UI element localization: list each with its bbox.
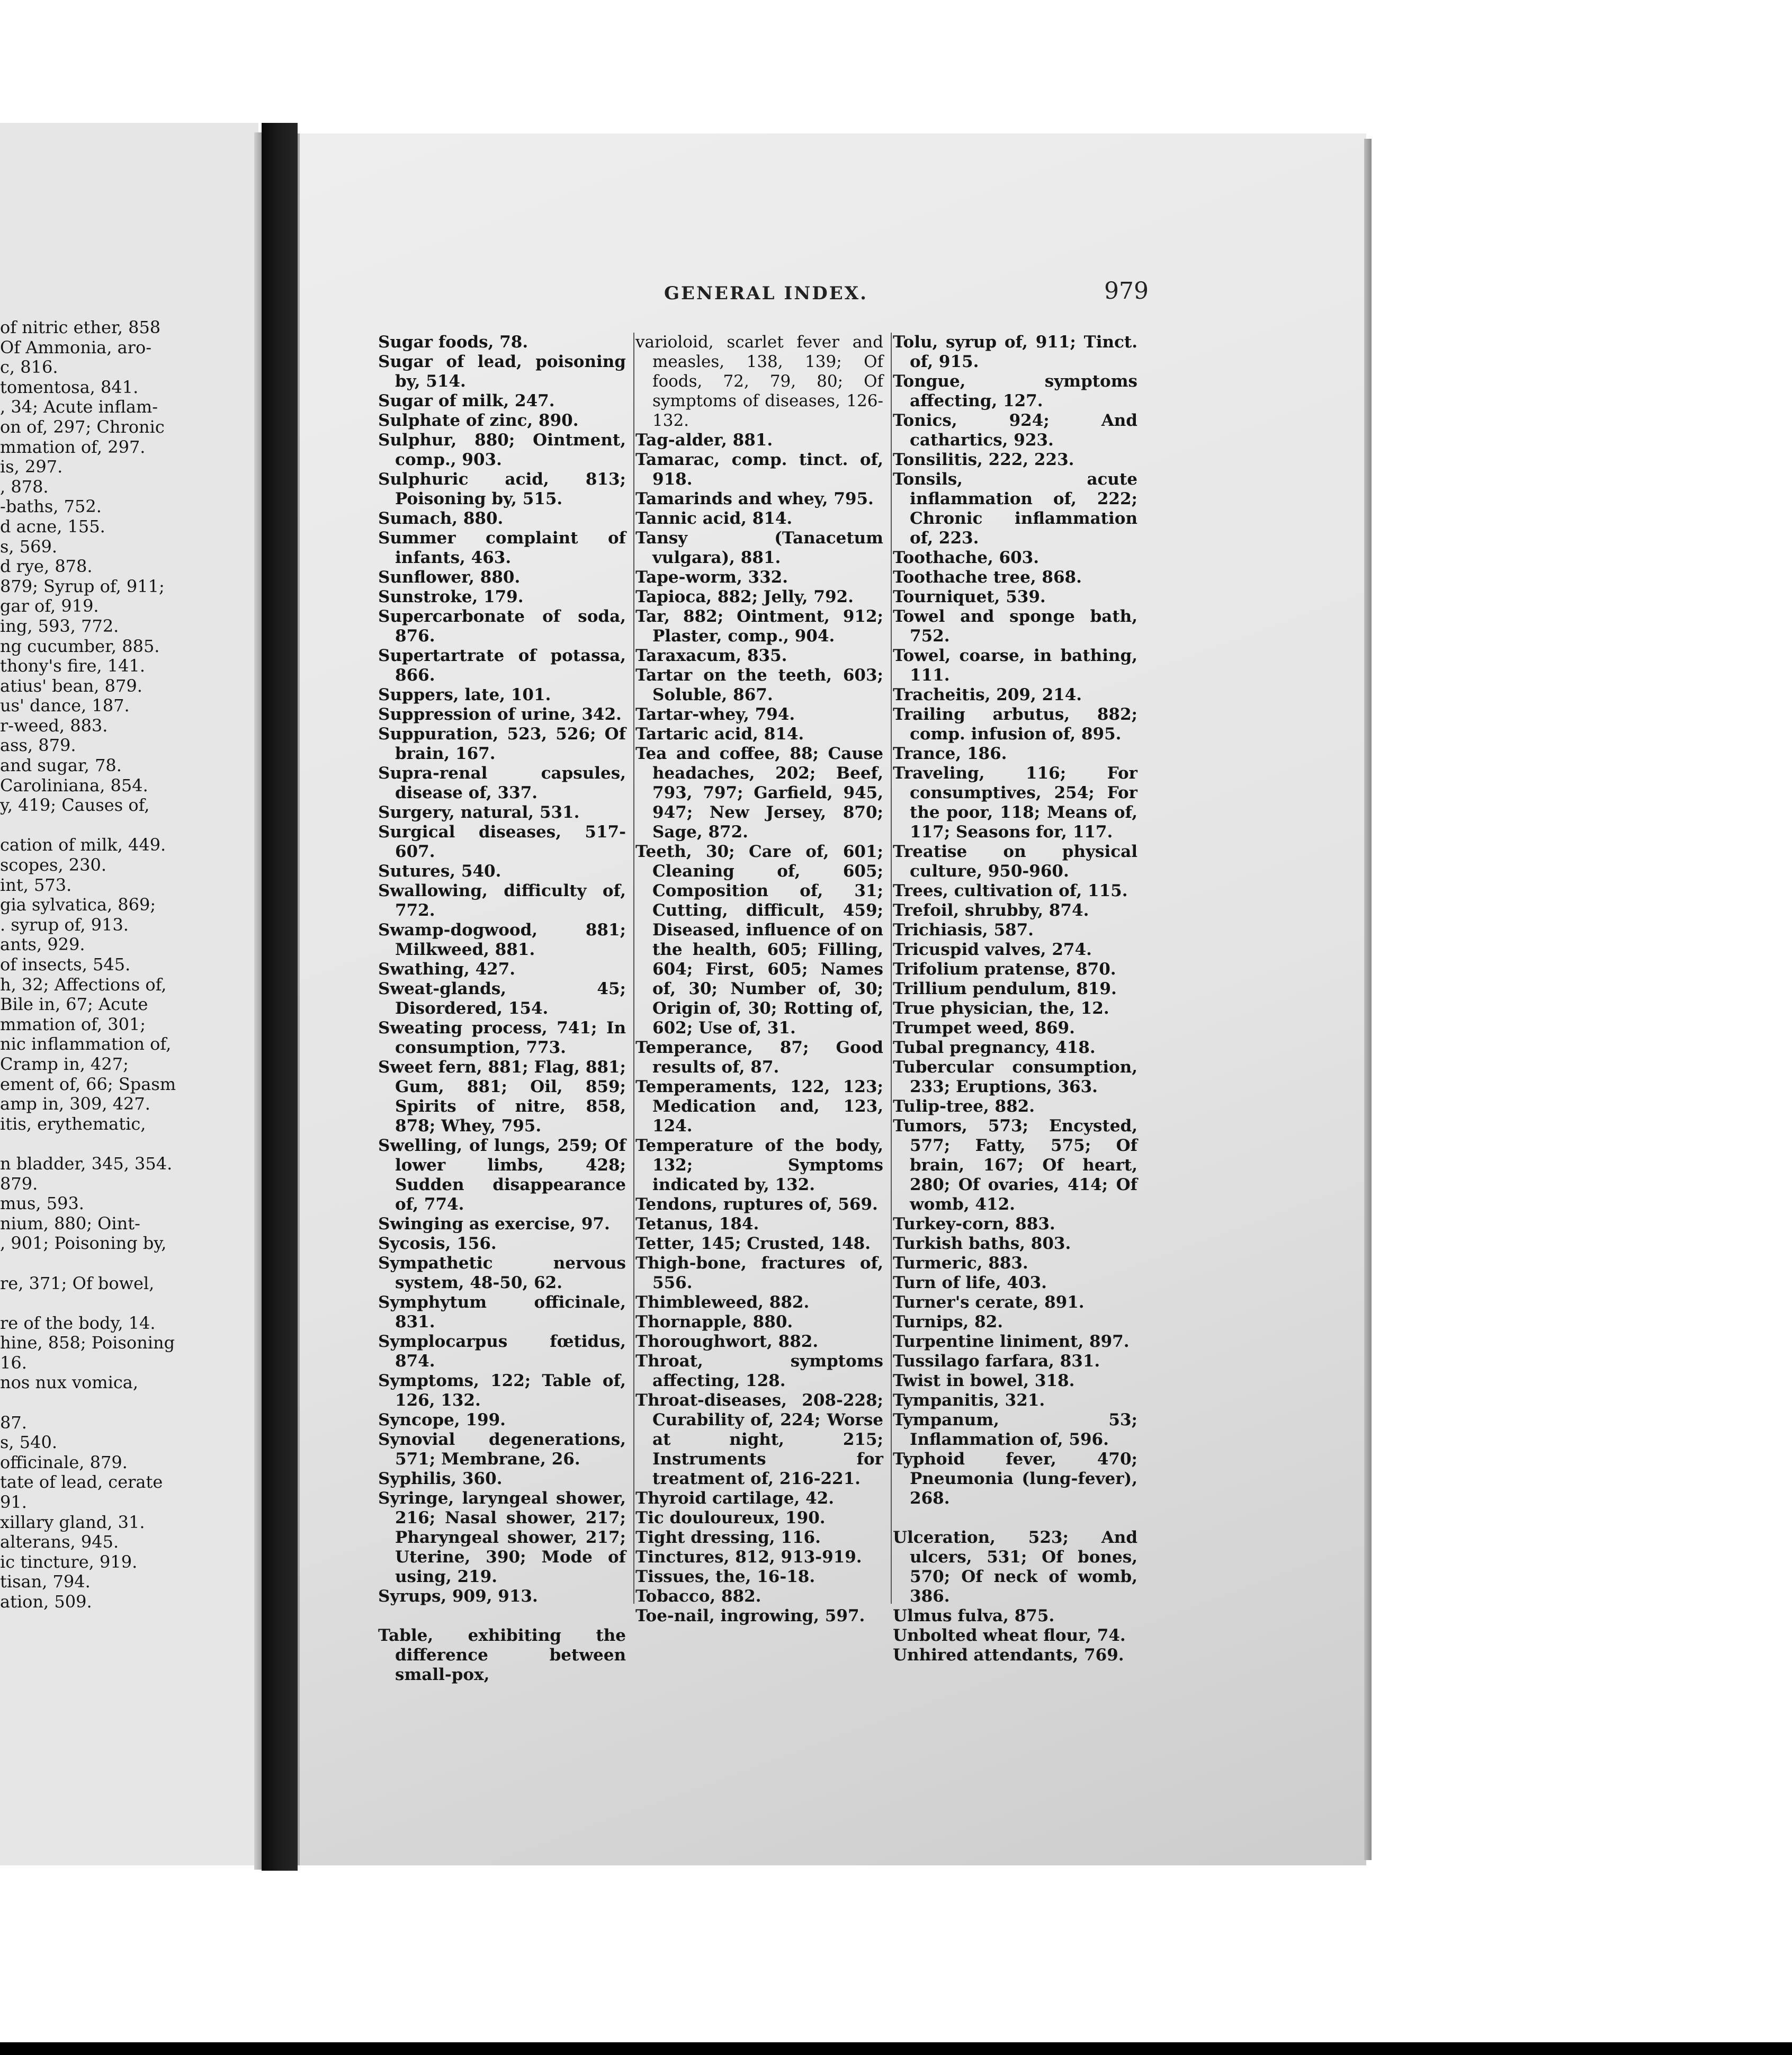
index-entry: Thyroid cartilage, 42. xyxy=(635,1489,835,1508)
index-entry: Sutures, 540. xyxy=(378,862,501,881)
left-page-line: ic tincture, 919. xyxy=(0,1551,138,1572)
index-entry: Syringe, laryngeal shower, 216; Nasal shower, 217; Pharyngeal shower, 217; Uterine, 390; Mode of using, 219. xyxy=(378,1489,626,1586)
index-entry: Tonsils, acute inflammation of, 222; Chronic inflammation of, 223. xyxy=(893,470,1137,548)
index-entry: Turnips, 82. xyxy=(893,1312,1003,1332)
page-number: 979 xyxy=(1104,278,1149,305)
index-entry: Tympanum, 53; Inflammation of, 596. xyxy=(893,1410,1137,1449)
index-column-3 xyxy=(893,333,1137,1665)
left-page-line: r-weed, 883. xyxy=(0,715,108,736)
index-entry: Tamarinds and whey, 795. xyxy=(635,489,874,508)
index-entry: Towel and sponge bath, 752. xyxy=(893,607,1137,646)
index-entry: Tobacco, 882. xyxy=(635,1587,761,1606)
index-entry: Thigh-bone, fractures of, 556. xyxy=(635,1254,883,1292)
index-entry: Throat-diseases, 208-228; Curability of, 224; Worse at night, 215; Instruments for treatment of, 216-221. xyxy=(635,1391,883,1488)
index-entry: Swelling, of lungs, 259; Of lower limbs, 428; Sudden disappearance of, 774. xyxy=(378,1136,626,1214)
left-page-line: of insects, 545. xyxy=(0,954,131,975)
index-entry: Trifolium pratense, 870. xyxy=(893,960,1116,979)
index-entry: Tight dressing, 116. xyxy=(635,1528,821,1547)
index-entry: Tubal pregnancy, 418. xyxy=(893,1038,1096,1057)
index-entry: Suppuration, 523, 526; Of brain, 167. xyxy=(378,725,626,763)
left-page-line: Bile in, 67; Acute xyxy=(0,994,148,1015)
index-entry: Swamp-dogwood, 881; Milkweed, 881. xyxy=(378,921,626,959)
index-entry: Tansy (Tanacetum vulgara), 881. xyxy=(635,529,883,567)
left-page-line: d acne, 155. xyxy=(0,516,105,537)
left-page-line: 879; Syrup of, 911; xyxy=(0,576,165,596)
index-entry: Thornapple, 880. xyxy=(635,1312,793,1332)
index-entry: Tetter, 145; Crusted, 148. xyxy=(635,1234,871,1253)
left-page-line: scopes, 230. xyxy=(0,855,107,875)
left-page-line: amp in, 309, 427. xyxy=(0,1094,150,1114)
index-entry: Tonics, 924; And cathartics, 923. xyxy=(893,411,1137,450)
left-page-line: s, 569. xyxy=(0,536,58,557)
index-entry: Trefoil, shrubby, 874. xyxy=(893,901,1089,920)
running-head: GENERAL INDEX. xyxy=(664,283,868,304)
index-entry: Suppers, late, 101. xyxy=(378,685,551,704)
index-entry: Sugar of milk, 247. xyxy=(378,391,555,410)
index-entry: Treatise on physical culture, 950-960. xyxy=(893,842,1137,881)
index-entry: Typhoid fever, 470; Pneumonia (lung-fever), 268. xyxy=(893,1450,1137,1508)
left-page-line: mmation of, 297. xyxy=(0,436,146,457)
left-page-line: xillary gland, 31. xyxy=(0,1512,145,1532)
left-page-line: 16. xyxy=(0,1352,27,1373)
index-entry: Trees, cultivation of, 115. xyxy=(893,881,1128,900)
index-entry: Tapioca, 882; Jelly, 792. xyxy=(635,587,854,606)
left-page-line: 879. xyxy=(0,1173,38,1194)
left-page-line: us' dance, 187. xyxy=(0,695,130,716)
index-entry: Tetanus, 184. xyxy=(635,1214,759,1234)
left-page-line: re, 371; Of bowel, xyxy=(0,1273,155,1293)
left-page-line: ng cucumber, 885. xyxy=(0,636,160,656)
index-entry: Trichiasis, 587. xyxy=(893,921,1034,940)
index-entry: Tartar-whey, 794. xyxy=(635,705,795,724)
index-entry: Sugar of lead, poisoning by, 514. xyxy=(378,352,626,391)
left-page-line: 91. xyxy=(0,1492,27,1513)
left-page-line: gia sylvatica, 869; xyxy=(0,895,156,915)
left-page-text xyxy=(0,318,249,1612)
index-entry: Symplocarpus fœtidus, 874. xyxy=(378,1332,626,1371)
index-column-1 xyxy=(378,333,626,1685)
index-entry: Surgery, natural, 531. xyxy=(378,803,580,822)
left-page-line: s, 540. xyxy=(0,1432,58,1453)
left-page-line: cation of milk, 449. xyxy=(0,835,166,855)
index-entry: Symphytum officinale, 831. xyxy=(378,1293,626,1332)
index-entry: Tussilago farfara, 831. xyxy=(893,1352,1100,1371)
right-page-edge xyxy=(1364,139,1372,1860)
left-page-line: Caroliniana, 854. xyxy=(0,775,148,796)
left-page-line: y, 419; Causes of, xyxy=(0,795,150,816)
index-entry: Tumors, 573; Encysted, 577; Fatty, 575; Of brain, 167; Of heart, 280; Of ovaries, 414; Of womb, 412. xyxy=(893,1116,1137,1214)
left-page-line: d rye, 878. xyxy=(0,556,93,577)
index-entry: Syphilis, 360. xyxy=(378,1469,503,1488)
left-page-line: nium, 880; Oint- xyxy=(0,1213,140,1234)
left-page-line: , 878. xyxy=(0,476,49,497)
index-entry: Tulip-tree, 882. xyxy=(893,1097,1035,1116)
index-entry: Sumach, 880. xyxy=(378,509,504,528)
index-entry: Sugar foods, 78. xyxy=(378,333,528,352)
left-page-line: ants, 929. xyxy=(0,934,85,955)
index-entry: Tape-worm, 332. xyxy=(635,568,789,587)
index-entry: Taraxacum, 835. xyxy=(635,646,787,665)
index-entry: Sweating process, 741; In consumption, 773. xyxy=(378,1018,626,1057)
index-entry: Ulceration, 523; And ulcers, 531; Of bones, 570; Of neck of womb, 386. xyxy=(893,1528,1137,1606)
index-entry: Towel, coarse, in bathing, 111. xyxy=(893,646,1137,685)
index-entry: Tartaric acid, 814. xyxy=(635,725,804,744)
index-entry: Sulphur, 880; Ointment, comp., 903. xyxy=(378,431,626,469)
index-entry: Temperaments, 122, 123; Medication and, 123, 124. xyxy=(635,1077,883,1136)
scan-border xyxy=(0,2042,1792,2055)
index-entry: Summer complaint of infants, 463. xyxy=(378,529,626,567)
index-entry: Turkish baths, 803. xyxy=(893,1234,1071,1253)
index-entry: Thimbleweed, 882. xyxy=(635,1293,810,1312)
left-page-line: tate of lead, cerate xyxy=(0,1472,163,1493)
index-entry: Thoroughwort, 882. xyxy=(635,1332,819,1351)
index-entry: Symptoms, 122; Table of, 126, 132. xyxy=(378,1371,626,1410)
index-entry: Table, exhibiting the difference between small-pox, xyxy=(378,1626,626,1684)
index-entry: Unbolted wheat flour, 74. xyxy=(893,1626,1126,1645)
index-entry: Tympanitis, 321. xyxy=(893,1391,1045,1410)
index-entry: Tannic acid, 814. xyxy=(635,509,793,528)
index-entry: Tar, 882; Ointment, 912; Plaster, comp., 904. xyxy=(635,607,883,646)
index-entry: Turkey-corn, 883. xyxy=(893,1214,1055,1234)
left-page-line: h, 32; Affections of, xyxy=(0,974,167,995)
index-entry: Temperature of the body, 132; Symptoms indicated by, 132. xyxy=(635,1136,883,1194)
index-entry: Tracheitis, 209, 214. xyxy=(893,685,1082,704)
index-entry: Tongue, symptoms affecting, 127. xyxy=(893,372,1137,410)
left-page-line: c, 816. xyxy=(0,357,58,378)
book-spine xyxy=(262,123,298,1871)
index-entry: Throat, symptoms affecting, 128. xyxy=(635,1352,883,1390)
index-entry: Sympathetic nervous system, 48-50, 62. xyxy=(378,1254,626,1292)
index-entry: Synovial degenerations, 571; Membrane, 26. xyxy=(378,1430,626,1469)
left-page-line: , 901; Poisoning by, xyxy=(0,1233,167,1254)
left-page-line: 87. xyxy=(0,1412,27,1433)
index-entry: Tourniquet, 539. xyxy=(893,587,1046,606)
index-entry: True physician, the, 12. xyxy=(893,999,1109,1018)
left-page-line: Cramp in, 427; xyxy=(0,1053,129,1074)
index-entry: Supercarbonate of soda, 876. xyxy=(378,607,626,646)
left-page-line: tomentosa, 841. xyxy=(0,377,139,397)
left-page-line: is, 297. xyxy=(0,457,63,477)
left-page-line: ass, 879. xyxy=(0,735,76,756)
index-entry: Tonsilitis, 222, 223. xyxy=(893,450,1074,469)
left-page-line: . syrup of, 913. xyxy=(0,914,129,935)
index-entry: Temperance, 87; Good results of, 87. xyxy=(635,1038,883,1077)
index-entry: Tic douloureux, 190. xyxy=(635,1508,826,1527)
column-rule xyxy=(891,333,892,1604)
index-entry: Sweat-glands, 45; Disordered, 154. xyxy=(378,979,626,1018)
index-entry: Sunflower, 880. xyxy=(378,568,521,587)
index-entry: Sulphate of zinc, 890. xyxy=(378,411,579,430)
left-page-line: nic inflammation of, xyxy=(0,1034,172,1055)
index-entry: Tubercular consumption, 233; Eruptions, 363. xyxy=(893,1058,1137,1096)
column-rule xyxy=(633,333,634,1604)
index-entry: Suppression of urine, 342. xyxy=(378,705,622,724)
left-page-line xyxy=(0,1293,249,1314)
index-entry: Trillium pendulum, 819. xyxy=(893,979,1117,998)
index-entry: Unhired attendants, 769. xyxy=(893,1646,1124,1665)
index-entry: Tea and coffee, 88; Cause headaches, 202; Beef, 793, 797; Garfield, 945, 947; New Jersey, 870; Sage, 872. xyxy=(635,744,883,842)
left-page-line xyxy=(0,1134,249,1154)
left-page-line: tisan, 794. xyxy=(0,1571,91,1592)
left-page-line: mus, 593. xyxy=(0,1193,84,1214)
index-entry: Turmeric, 883. xyxy=(893,1254,1028,1273)
index-entry: Sulphuric acid, 813; Poisoning by, 515. xyxy=(378,470,626,508)
index-entry: Toothache, 603. xyxy=(893,548,1040,567)
index-entry: Syncope, 199. xyxy=(378,1410,506,1429)
left-page-line: on of, 297; Chronic xyxy=(0,416,165,437)
index-entry: Swinging as exercise, 97. xyxy=(378,1214,610,1234)
index-entry: varioloid, scarlet fever and measles, 138, 139; Of foods, 72, 79, 80; Of symptoms of diseases, 126-132. xyxy=(635,333,883,430)
index-entry: Supertartrate of potassa, 866. xyxy=(378,646,626,685)
left-page-line: mmation of, 301; xyxy=(0,1014,146,1034)
index-column-2 xyxy=(635,333,883,1626)
left-page-line xyxy=(0,1254,249,1274)
left-page-line: Of Ammonia, aro- xyxy=(0,337,152,358)
index-entry: Tartar on the teeth, 603; Soluble, 867. xyxy=(635,666,883,704)
index-entry: Syrups, 909, 913. xyxy=(378,1587,538,1606)
left-page-line: thony's fire, 141. xyxy=(0,656,145,676)
index-entry: Tamarac, comp. tinct. of, 918. xyxy=(635,450,883,489)
index-entry: Turner's cerate, 891. xyxy=(893,1293,1085,1312)
left-page-line: ation, 509. xyxy=(0,1592,92,1612)
index-entry: Tendons, ruptures of, 569. xyxy=(635,1195,878,1214)
left-page-line: officinale, 879. xyxy=(0,1452,128,1472)
index-entry: Swallowing, difficulty of, 772. xyxy=(378,881,626,920)
left-page-line: re of the body, 14. xyxy=(0,1312,156,1333)
left-page-line: itis, erythematic, xyxy=(0,1113,146,1134)
left-page xyxy=(0,123,258,1865)
left-page-line: -baths, 752. xyxy=(0,496,102,517)
index-entry: Toe-nail, ingrowing, 597. xyxy=(635,1606,865,1625)
left-page-line: alterans, 945. xyxy=(0,1532,119,1552)
index-entry: Turpentine liniment, 897. xyxy=(893,1332,1130,1351)
index-entry: Twist in bowel, 318. xyxy=(893,1371,1075,1390)
index-entry: Ulmus fulva, 875. xyxy=(893,1606,1055,1625)
index-entry: Trumpet weed, 869. xyxy=(893,1018,1075,1038)
index-entry: Sycosis, 156. xyxy=(378,1234,497,1253)
left-page-line: ement of, 66; Spasm xyxy=(0,1074,176,1094)
index-entry: Trailing arbutus, 882; comp. infusion of, 895. xyxy=(893,705,1137,744)
index-entry: Trance, 186. xyxy=(893,744,1007,763)
index-entry: Tolu, syrup of, 911; Tinct. of, 915. xyxy=(893,333,1137,371)
index-entry: Surgical diseases, 517-607. xyxy=(378,823,626,861)
index-entry: Traveling, 116; For consumptives, 254; For the poor, 118; Means of, 117; Seasons for, 117. xyxy=(893,764,1137,842)
index-entry: Tissues, the, 16-18. xyxy=(635,1567,816,1586)
index-entry: Teeth, 30; Care of, 601; Cleaning of, 605; Composition of, 31; Cutting, difficult, 459; Diseased, influence of on the health, 605; Filling, 604; First, 605; Names of, 30; Number of, 30; Origin of, 30; Rotting of, 602; Use of, 31. xyxy=(635,842,883,1038)
index-entry: Swathing, 427. xyxy=(378,960,516,979)
left-page-line: atius' bean, 879. xyxy=(0,675,142,696)
left-page-line: gar of, 919. xyxy=(0,596,99,616)
left-page-line: nos nux vomica, xyxy=(0,1372,138,1393)
index-entry: Tricuspid valves, 274. xyxy=(893,940,1092,959)
index-entry: Tag-alder, 881. xyxy=(635,431,773,450)
left-page-line: hine, 858; Poisoning xyxy=(0,1333,175,1353)
index-entry: Turn of life, 403. xyxy=(893,1273,1047,1292)
index-entry: Toothache tree, 868. xyxy=(893,568,1082,587)
index-entry: Tinctures, 812, 913-919. xyxy=(635,1548,862,1567)
left-page-line: of nitric ether, 858 xyxy=(0,318,161,337)
left-page-line: ing, 593, 772. xyxy=(0,615,119,636)
left-page-line: and sugar, 78. xyxy=(0,755,122,776)
left-page-line xyxy=(0,1393,249,1413)
index-entry: Sweet fern, 881; Flag, 881; Gum, 881; Oil, 859; Spirits of nitre, 858, 878; Whey, 795. xyxy=(378,1058,626,1136)
index-entry: Supra-renal capsules, disease of, 337. xyxy=(378,764,626,802)
left-page-line xyxy=(0,816,249,836)
left-page-line: int, 573. xyxy=(0,874,72,895)
left-page-line: , 34; Acute inflam- xyxy=(0,397,158,417)
index-entry: Sunstroke, 179. xyxy=(378,587,524,606)
left-page-line: n bladder, 345, 354. xyxy=(0,1153,173,1174)
